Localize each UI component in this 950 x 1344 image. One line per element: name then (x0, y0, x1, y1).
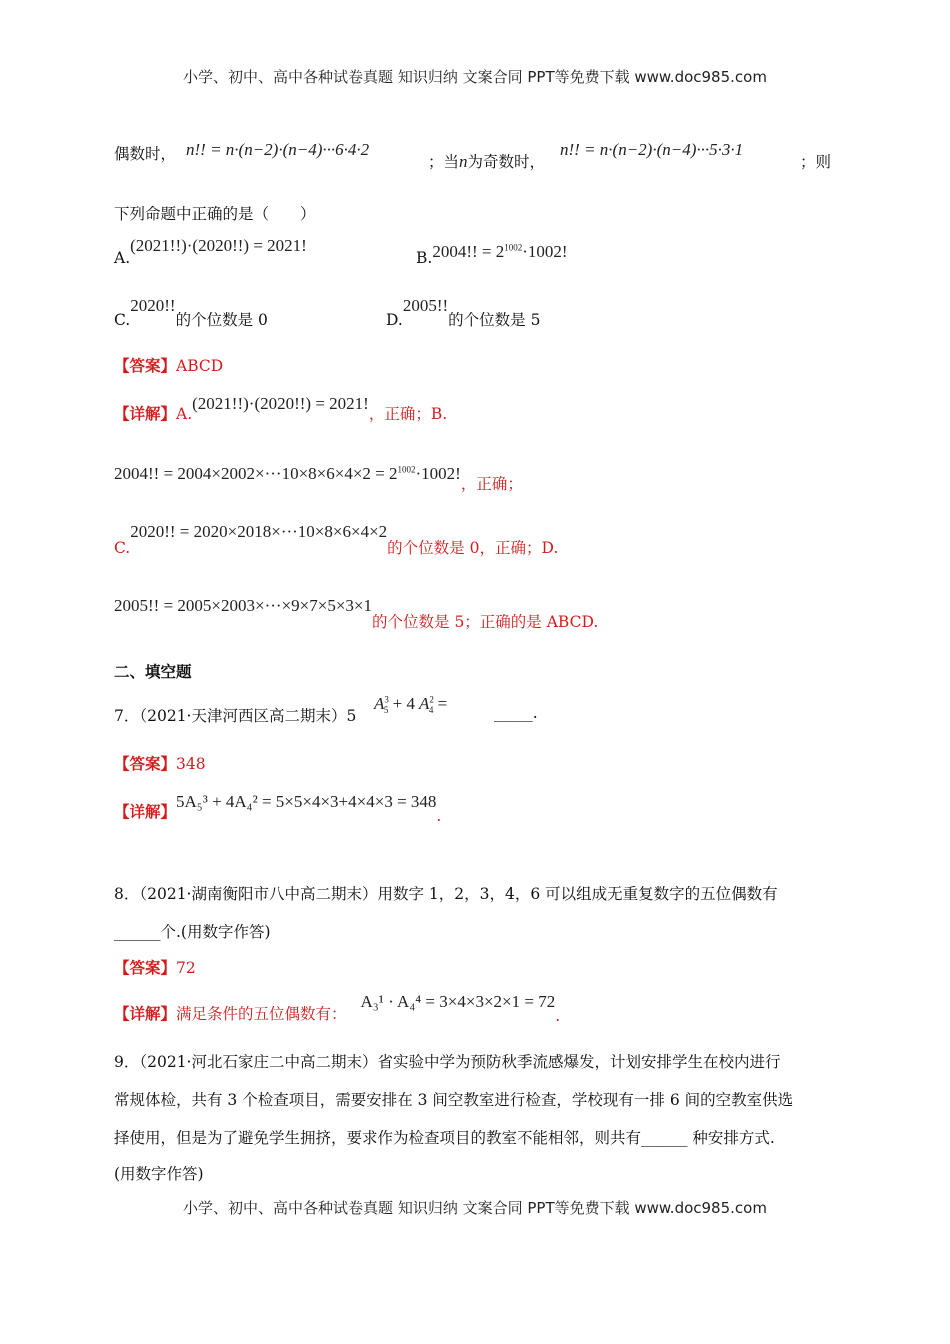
q7-answer-value: 348 (176, 755, 206, 773)
q6-intro-d: ；则 (800, 153, 832, 171)
q6-detail-tag: 【详解】 (114, 404, 177, 423)
q6-detail-b-text: ，正确； (460, 475, 523, 493)
q7-stem-text: 7．（2021·天津河西区高二期末）5 (114, 707, 357, 725)
section2-title: 二、填空题 (114, 662, 192, 681)
q6-option-d (386, 294, 541, 329)
q6-detail-a-text: ，正确；B. (368, 405, 448, 423)
q6-option-b-tail: ·1002! (522, 242, 568, 261)
q6-detail-d-formula: 2005!! = 2005×2003×···×9×7×5×3×1 (114, 596, 373, 615)
q6-option-a-label: A. (114, 249, 131, 267)
page-header: 小学、初中、高中各种试卷真题 知识归纳 文案合同 PPT等免费下载 www.doc985.com (183, 68, 767, 86)
q7-f-a-sub: 5 (383, 705, 389, 716)
q7-blank: _____. (494, 704, 538, 722)
q8-stem2: ______个.(用数字作答) (114, 923, 271, 941)
q6-intro-line (114, 142, 176, 164)
q7-formula (374, 694, 447, 715)
q8-detail-end: . (555, 1007, 561, 1025)
q6-option-b-base: 2004!! = 2 (432, 242, 505, 261)
q9-line2: 常规体检，共有 3 个检查项目，需要安排在 3 间空教室进行检查，学校现有一排 6 间的空教室供选 (114, 1091, 794, 1109)
q7-f-plus: + 4 (392, 694, 415, 713)
q8-detail-text: 满足条件的五位偶数有： (176, 1005, 347, 1023)
q6-option-d-label: D. (386, 311, 403, 329)
q6-detail-c-formula: 2020!! = 2020×2018×···10×8×6×4×2 (130, 522, 388, 541)
q7-stem (114, 704, 356, 726)
q6-option-b-exp: 1002 (504, 242, 523, 253)
q6-option-b (416, 242, 568, 267)
q6-detail-a-label: A. (176, 405, 193, 423)
q6-intro-c: 为奇数时， (467, 153, 546, 171)
q7-answer (114, 752, 206, 774)
q6-prompt: 下列命题中正确的是（ ） (114, 205, 316, 223)
q6-intro-b (428, 150, 545, 172)
q7-f-eq: = (437, 694, 448, 713)
q6-option-c-label: C. (114, 311, 131, 329)
q8-detail-tag: 【详解】 (114, 1004, 177, 1023)
page-footer: 小学、初中、高中各种试卷真题 知识归纳 文案合同 PPT等免费下载 www.doc985.com (183, 1199, 767, 1217)
q6-formula-odd: n!! = n·(n−2)·(n−4)···5·3·1 (560, 140, 744, 159)
q7-f-a-sup: 3 (384, 694, 389, 705)
q6-var-n: n (459, 152, 468, 171)
q6-detail-a-formula: (2021!!)·(2020!!) = 2021! (192, 394, 369, 413)
q6-option-b-formula (432, 242, 567, 261)
q6-formula-even: n!! = n·(n−2)·(n−4)···6·4·2 (186, 140, 370, 159)
q7-detail (114, 790, 442, 825)
q6-detail-c-text: 的个位数是 0，正确；D. (387, 539, 559, 557)
q6-answer-value: ABCD (176, 357, 224, 375)
q7-detail-tag: 【详解】 (114, 802, 177, 821)
q9-line3: 择使用，但是为了避免学生拥挤，要求作为检查项目的教室不能相邻，则共有______ 种安排方式. (114, 1129, 775, 1147)
q6-detail-a (114, 392, 448, 423)
q7-f-a2-sup: 2 (429, 694, 434, 705)
q6-option-c-text: 的个位数是 0 (175, 311, 268, 329)
q6-option-a (114, 236, 307, 267)
q6-option-a-formula: (2021!!)·(2020!!) = 2021! (130, 236, 307, 255)
q6-detail-c (114, 520, 559, 557)
q6-intro-a: 偶数时， (114, 145, 177, 163)
q8-detail-formula: A₃¹ · A₄⁴ = 3×4×3×2×1 = 72 (360, 992, 556, 1011)
q6-detail-b-exp: 1002 (397, 464, 416, 475)
q7-answer-tag: 【答案】 (114, 754, 177, 773)
q6-option-c-formula: 2020!! (130, 296, 176, 315)
q6-answer-tag: 【答案】 (114, 356, 177, 375)
q6-intro-b-text: ；当 (428, 153, 460, 171)
q8-answer-value: 72 (176, 959, 196, 977)
q6-answer (114, 354, 223, 376)
q7-f-a2-sub: 4 (428, 705, 434, 716)
q6-option-b-label: B. (416, 249, 433, 267)
q6-detail-b (114, 462, 523, 493)
q7-f-a2: A (418, 694, 430, 713)
q6-detail-d (114, 594, 599, 631)
q8-answer (114, 956, 196, 978)
q8-detail (114, 990, 561, 1025)
q6-detail-b-base: 2004!! = 2004×2002×···10×8×6×4×2 = 2 (114, 464, 398, 483)
q7-f-a: A (374, 694, 385, 713)
q7-detail-formula: 5A₅³ + 4A₄² = 5×5×4×3+4×4×3 = 348 (176, 792, 437, 811)
q9-line1: 9．（2021·河北石家庄二中高二期末）省实验中学为预防秋季流感爆发，计划安排学生在校内进行 (114, 1053, 781, 1071)
q7-detail-end: . (436, 807, 442, 825)
q6-option-c (114, 294, 268, 329)
q9-line4: (用数字作答) (114, 1165, 204, 1183)
q6-detail-d-text: 的个位数是 5；正确的是 ABCD. (372, 613, 599, 631)
q8-answer-tag: 【答案】 (114, 958, 177, 977)
q6-option-d-text: 的个位数是 5 (448, 311, 541, 329)
q6-detail-b-formula (114, 464, 461, 483)
q8-stem: 8．（2021·湖南衡阳市八中高二期末）用数字 1，2，3，4，6 可以组成无重复数字的五位偶数有 (114, 885, 778, 903)
q6-option-d-formula: 2005!! (402, 296, 449, 315)
q6-detail-b-tail: ·1002! (415, 464, 461, 483)
q6-detail-c-label: C. (114, 539, 131, 557)
